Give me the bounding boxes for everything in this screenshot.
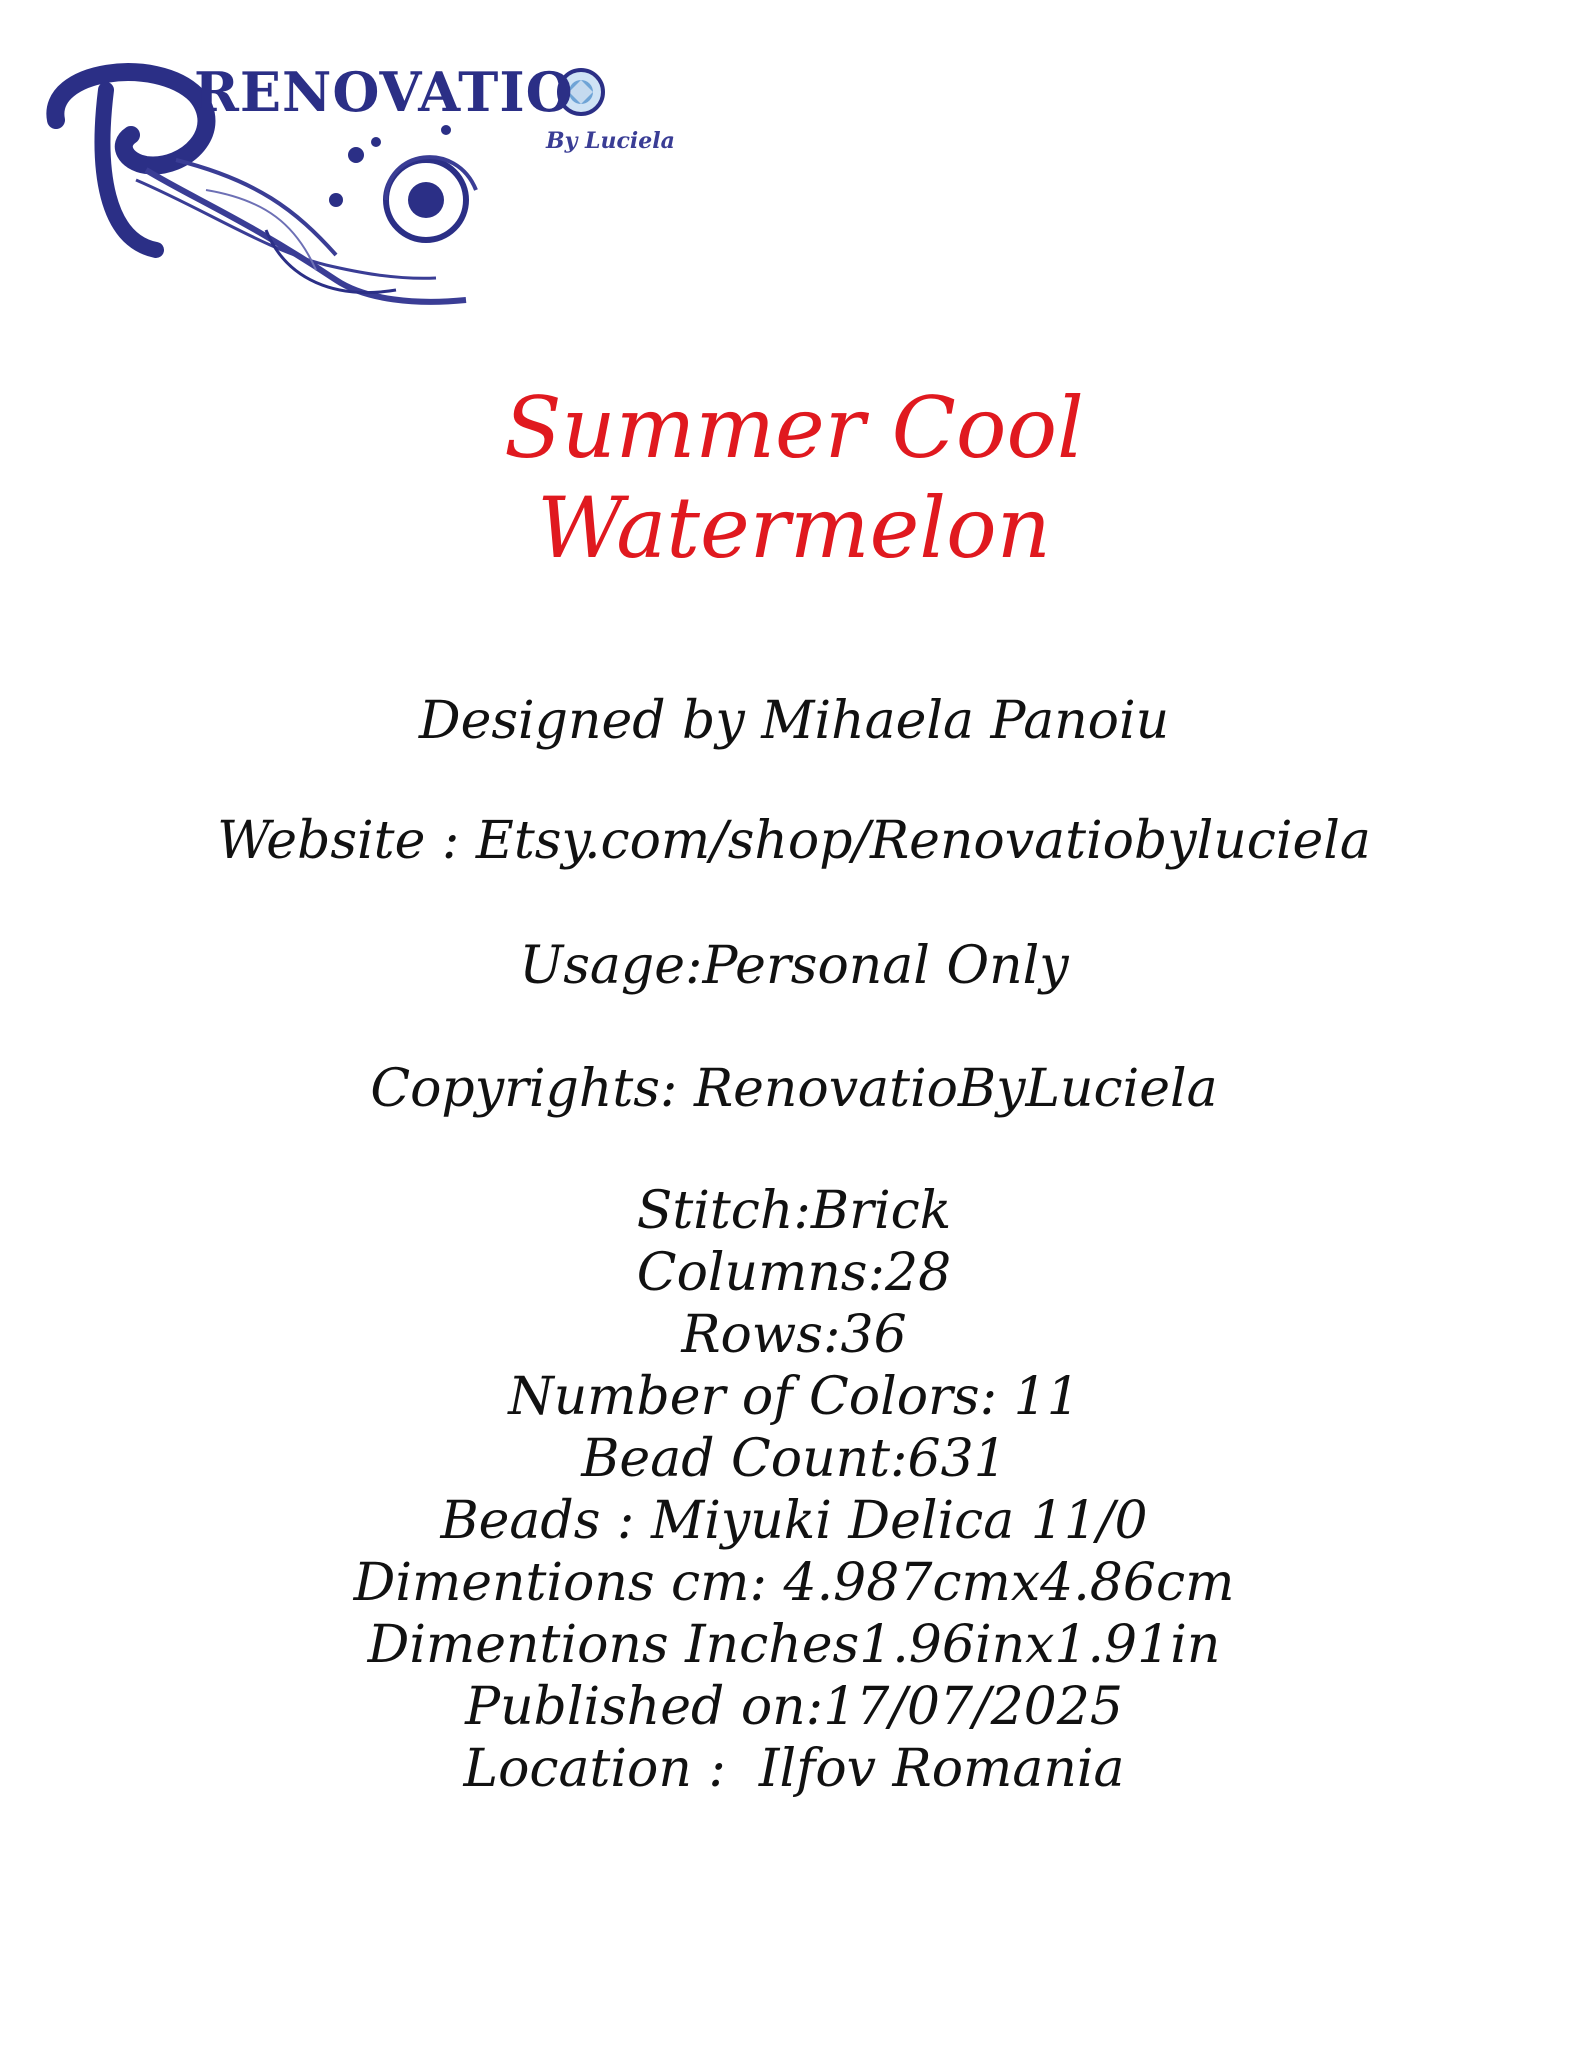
spec-rows: Rows:36 — [681, 1305, 907, 1365]
brand-logo — [36, 50, 716, 310]
website-link: Website : Etsy.com/shop/Renovatiobyluciela — [217, 811, 1371, 871]
spec-beads: Beads : Miyuki Delica 11/0 — [440, 1491, 1148, 1551]
pattern-title-line-1: Summer Cool — [504, 379, 1084, 477]
spec-bead-count: Bead Count:631 — [581, 1429, 1007, 1489]
designer-credit: Designed by Mihaela Panoiu — [418, 691, 1170, 751]
spec-dimensions-cm: Dimentions cm: 4.987cmx4.86cm — [353, 1553, 1235, 1613]
copyright-note: Copyrights: RenovatioByLuciela — [370, 1059, 1218, 1119]
usage-note: Usage:Personal Only — [519, 936, 1069, 996]
logo-brand-text: RENOVATIO — [194, 60, 574, 124]
spec-published-date: Published on:17/07/2025 — [465, 1677, 1123, 1737]
pattern-specs-list — [0, 1180, 1588, 1800]
spec-number-of-colors: Number of Colors: 11 — [508, 1367, 1080, 1427]
logo-tagline: By Luciela — [546, 128, 675, 154]
spec-location: Location : Ilfov Romania — [463, 1739, 1125, 1799]
spec-dimensions-inches: Dimentions Inches1.96inx1.91in — [367, 1615, 1221, 1675]
pattern-title-line-2: Watermelon — [537, 479, 1051, 577]
spec-stitch: Stitch:Brick — [636, 1181, 952, 1241]
spec-columns: Columns:28 — [636, 1243, 952, 1303]
